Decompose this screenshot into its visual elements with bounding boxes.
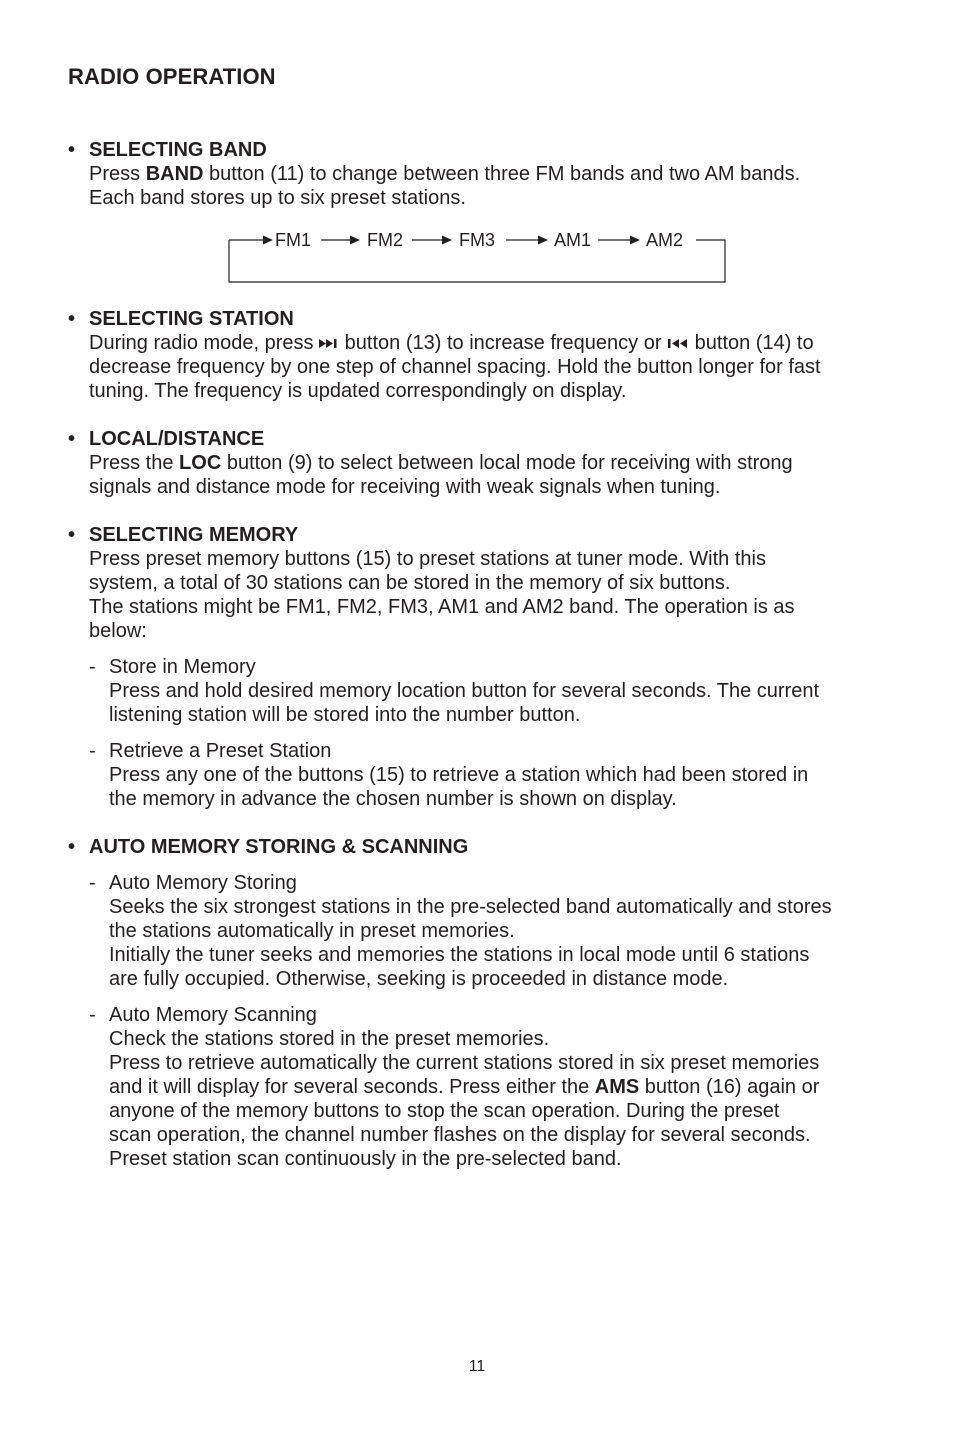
bullet: • <box>68 836 76 858</box>
text-line: the memory in advance the chosen number is shown on display. <box>109 788 677 810</box>
text-line: The stations might be FM1, FM2, FM3, AM1 and AM2 band. The operation is as <box>89 596 795 618</box>
text-line: Initially the tuner seeks and memories the stations in local mode until 6 stations <box>109 944 810 966</box>
text-line: and it will display for several seconds. Press either the AMS button (16) again or <box>109 1076 820 1098</box>
section-body-memory <box>89 547 899 643</box>
text-line: anyone of the memory buttons to stop the scan operation. During the preset <box>109 1100 780 1122</box>
text-line: system, a total of 30 stations can be stored in the memory of six buttons. <box>89 572 731 594</box>
arrow-head <box>442 236 452 245</box>
arrow-head <box>538 236 548 245</box>
text-line: Press any one of the buttons (15) to retrieve a station which had been stored in <box>109 764 809 786</box>
band-label: FM2 <box>367 230 403 250</box>
section-heading-station: SELECTING STATION <box>89 308 294 330</box>
dash: - <box>89 740 96 762</box>
section-body-station <box>89 331 899 403</box>
dash: - <box>89 872 96 894</box>
bullet: • <box>68 524 76 546</box>
text-line: Press and hold desired memory location button for several seconds. The current <box>109 680 819 702</box>
section-heading-local: LOCAL/DISTANCE <box>89 428 265 450</box>
arrow-head <box>263 236 273 245</box>
subsection-retrieve <box>109 739 899 811</box>
page-title: RADIO OPERATION <box>68 64 276 89</box>
text-line: Press to retrieve automatically the current stations stored in six preset memories <box>109 1052 820 1074</box>
text-line: below: <box>89 620 147 642</box>
text-line: During radio mode, press button (13) to increase frequency or button (14) to <box>89 332 814 354</box>
text-line: decrease frequency by one step of channel spacing. Hold the button longer for fast <box>89 356 821 378</box>
text-line: Seeks the six strongest stations in the pre-selected band automatically and stores <box>109 896 832 918</box>
subsection-auto-scanning <box>109 1003 899 1171</box>
subsection-title: Store in Memory <box>109 656 256 678</box>
text-line: Each band stores up to six preset stations. <box>89 187 466 209</box>
text-line: listening station will be stored into the number button. <box>109 704 581 726</box>
text-line: Press preset memory buttons (15) to preset stations at tuner mode. With this <box>89 548 766 570</box>
text-line: signals and distance mode for receiving with weak signals when tuning. <box>89 476 721 498</box>
text-line: the stations automatically in preset memories. <box>109 920 515 942</box>
band-label: AM2 <box>646 230 684 250</box>
text-line: Check the stations stored in the preset memories. <box>109 1028 550 1050</box>
subsection-title: Retrieve a Preset Station <box>109 740 332 762</box>
page-number: 11 <box>468 1358 486 1375</box>
section-body-band <box>89 162 899 210</box>
band-cycle-diagram <box>228 226 728 286</box>
bullet: • <box>68 139 76 161</box>
section-heading-memory: SELECTING MEMORY <box>89 524 299 546</box>
band-label: AM1 <box>554 230 592 250</box>
bullet: • <box>68 308 76 330</box>
section-heading-band: SELECTING BAND <box>89 139 267 161</box>
band-label: FM3 <box>459 230 495 250</box>
text-line: tuning. The frequency is updated correspondingly on display. <box>89 380 627 402</box>
text-line: Press the LOC button (9) to select between local mode for receiving with strong <box>89 452 793 474</box>
text-line: are fully occupied. Otherwise, seeking is proceeded in distance mode. <box>109 968 729 990</box>
section-body-local <box>89 451 899 499</box>
dash: - <box>89 1004 96 1026</box>
band-label: FM1 <box>275 230 311 250</box>
text-line: scan operation, the channel number flashes on the display for several seconds. <box>109 1124 811 1146</box>
subsection-title: Auto Memory Storing <box>109 872 297 894</box>
bullet: • <box>68 428 76 450</box>
text-line: Preset station scan continuously in the pre-selected band. <box>109 1148 622 1170</box>
dash: - <box>89 656 96 678</box>
subsection-title: Auto Memory Scanning <box>109 1004 317 1026</box>
arrow-head <box>630 236 640 245</box>
subsection-auto-storing <box>109 871 899 991</box>
subsection-store <box>109 655 899 727</box>
section-heading-auto: AUTO MEMORY STORING & SCANNING <box>89 836 469 858</box>
text-line: Press BAND button (11) to change between three FM bands and two AM bands. <box>89 163 801 185</box>
skip-forward-icon <box>319 338 339 349</box>
skip-back-icon <box>667 338 689 349</box>
arrow-head <box>350 236 360 245</box>
